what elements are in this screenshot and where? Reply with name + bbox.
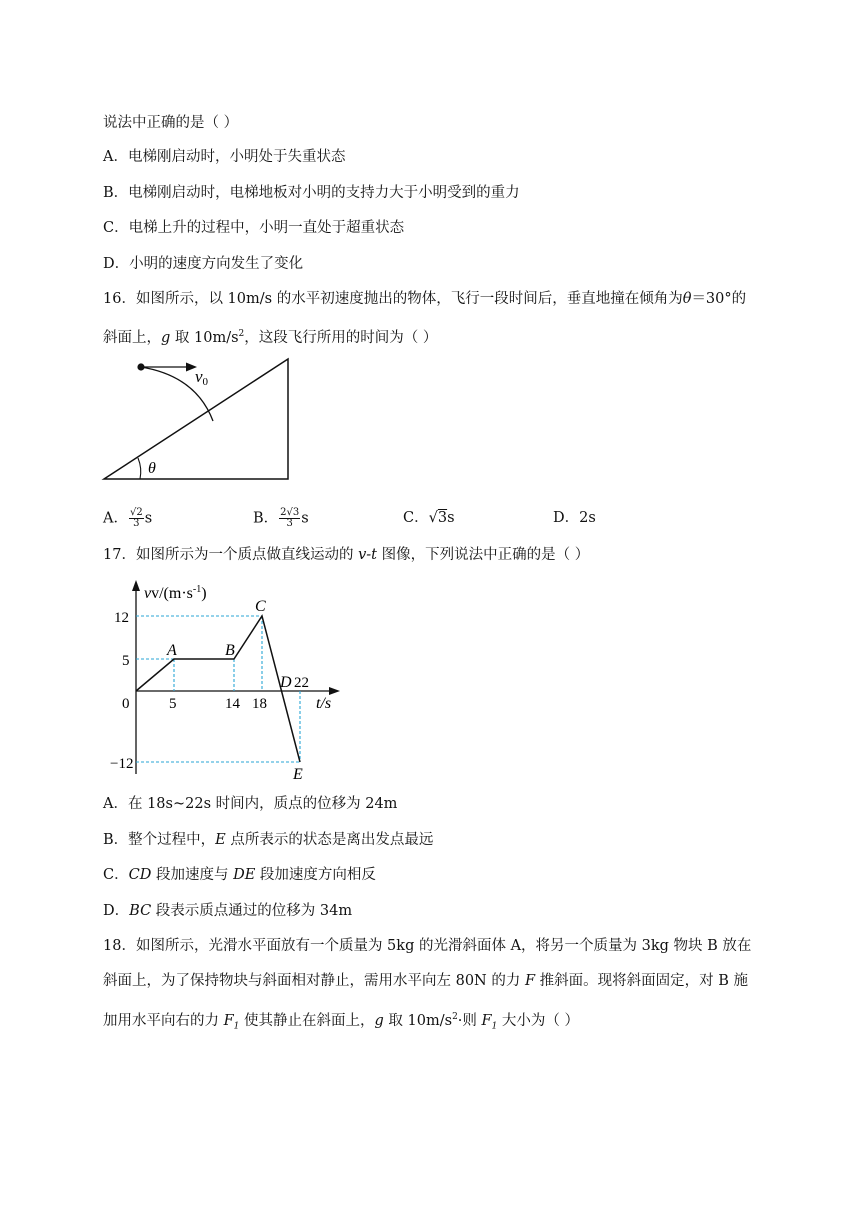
- q15-option-c: C．电梯上升的过程中，小明一直处于超重状态: [103, 220, 405, 236]
- theta-label: θ: [148, 460, 156, 477]
- q17-stem: 17．如图所示为一个质点做直线运动的 v-t 图像，下列说法中正确的是（ ）: [103, 547, 590, 563]
- q15-option-a: A．电梯刚启动时，小明处于失重状态: [103, 149, 346, 165]
- q17-option-d: D．BC 段表示质点通过的位移为 34m: [103, 903, 353, 919]
- q15-option-b: B．电梯刚启动时，电梯地板对小明的支持力大于小明受到的重力: [103, 185, 520, 201]
- q17-option-b: B．整个过程中，E 点所表示的状态是离出发点最远: [103, 832, 434, 848]
- x-tick-14: 14: [225, 696, 240, 712]
- point-label-e: E: [293, 766, 303, 783]
- q16-stem-line1: 16．如图所示，以 10m/s 的水平初速度抛出的物体，飞行一段时间后，垂直地撞在倾角为θ＝30°的: [103, 291, 747, 307]
- origin-label: 0: [122, 696, 130, 712]
- point-label-b: B: [225, 642, 235, 659]
- q16-option-d: D．2s: [553, 510, 596, 526]
- v0-label: v0: [195, 367, 209, 388]
- y-tick-12: 12: [114, 610, 129, 626]
- q16-incline-figure: [100, 356, 300, 486]
- q16-option-b: B． $\frac{2√3}{3}$ s: [253, 507, 309, 529]
- point-label-d: D: [280, 674, 292, 691]
- x-axis-arrow: [329, 687, 340, 695]
- q18-stem-line3: 加用水平向右的力 $F_1$ 使其静止在斜面上，g 取 $10m/s^2\cdot$则 $F_1$ 大小为（ ）: [103, 1012, 580, 1032]
- y-axis-label: $vv/(m\cdot s^{-1})$: [144, 584, 207, 602]
- y-tick-minus12: −12: [110, 756, 134, 772]
- point-label-a: A: [167, 642, 177, 659]
- y-axis-arrow: [132, 580, 140, 591]
- x-tick-5: 5: [169, 696, 177, 712]
- q17-vt-graph: [110, 574, 350, 786]
- q17-option-c: C．CD 段加速度与 DE 段加速度方向相反: [103, 867, 376, 883]
- q16-option-a: A． $\frac{√2}{3}$ s: [103, 507, 153, 529]
- q18-stem-line1: 18．如图所示，光滑水平面放有一个质量为 5kg 的光滑斜面体 A，将另一个质量为 3kg 物块 B 放在: [103, 938, 752, 954]
- q15-option-d: D．小明的速度方向发生了变化: [103, 256, 304, 272]
- q17-option-a: A．在 18s~22s 时间内，质点的位移为 24m: [103, 796, 398, 812]
- q16-option-c: C．√3s: [403, 510, 455, 526]
- point-label-c: C: [255, 598, 266, 615]
- q18-stem-line2: 斜面上，为了保持物块与斜面相对静止，需用水平向左 80N 的力 F 推斜面。现将斜面固定，对 B 施: [103, 973, 749, 989]
- q16-stem-line2: 斜面上，g 取 $10m/s^2$，这段飞行所用的时间为（ ）: [103, 329, 438, 346]
- x-tick-22: 22: [294, 675, 309, 691]
- x-axis-label: t/s: [316, 695, 332, 712]
- angle-arc: [138, 458, 141, 479]
- x-tick-18: 18: [252, 696, 267, 712]
- q15-stem-tail: 说法中正确的是（ ）: [103, 115, 239, 131]
- vt-curve: [136, 616, 300, 762]
- y-tick-5: 5: [122, 653, 130, 669]
